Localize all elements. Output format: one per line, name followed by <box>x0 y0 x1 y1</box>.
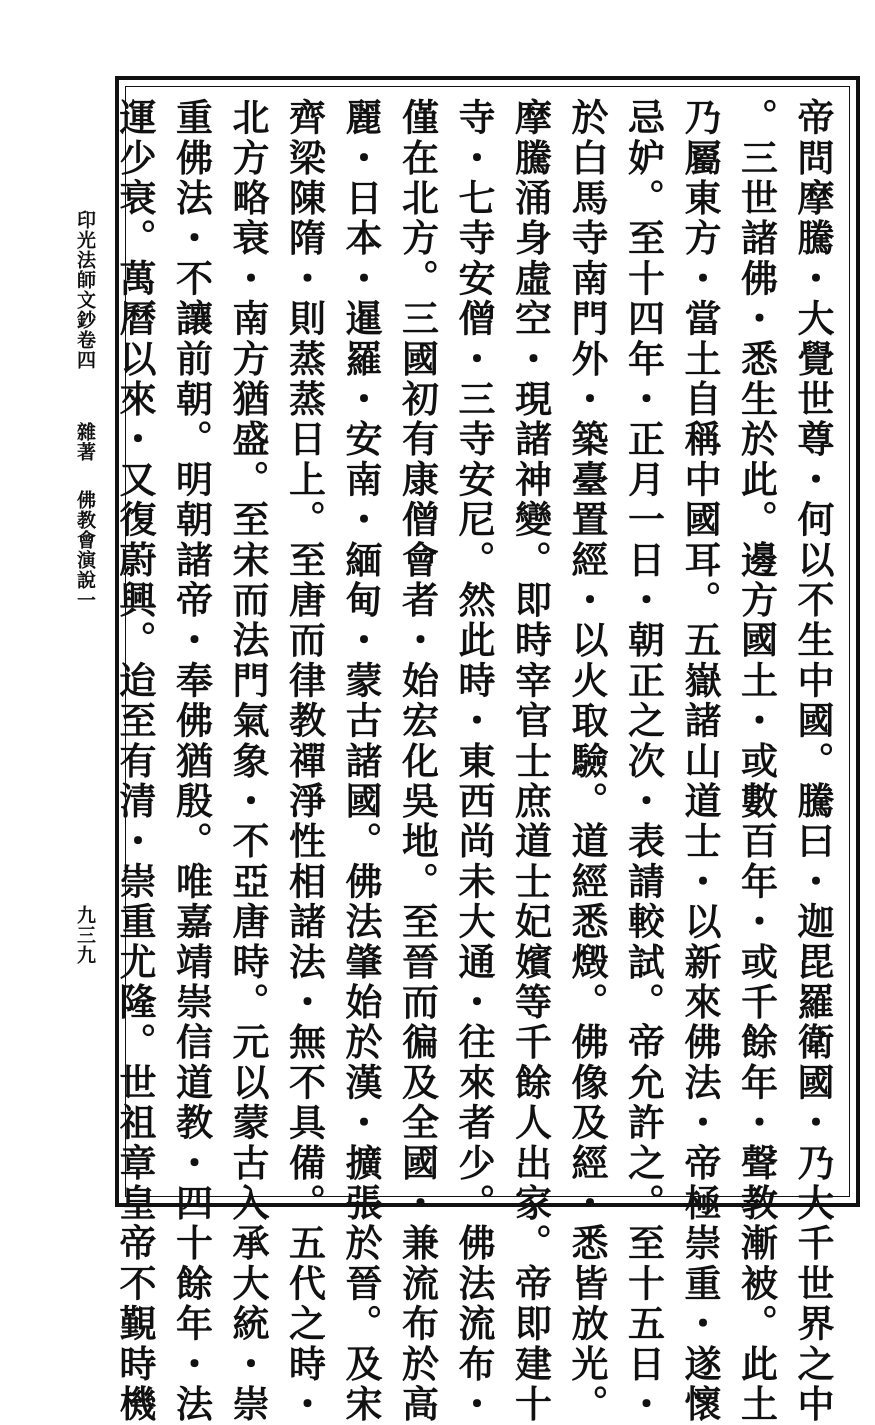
article-title: 佛教會演說一 <box>74 490 96 610</box>
book-title: 印光法師文鈔卷四 <box>74 210 96 370</box>
page-number: 九三九 <box>74 905 96 965</box>
text-column: 於白馬寺南門外・築臺置經・以火取驗。道經悉燬。佛像及經・悉皆放光。 <box>565 98 609 1425</box>
section-label: 雜著 <box>74 422 96 462</box>
text-column: 。三世諸佛・悉生於此。邊方國土・或數百年・或千餘年・聲教漸被。此土 <box>734 98 779 1425</box>
text-column: 帝問摩騰・大覺世尊・何以不生中國。騰曰・迦毘羅衛國・乃大千世界之中 <box>791 98 835 1425</box>
body-text <box>113 98 841 1425</box>
text-column: 重佛法・不讓前朝。明朝諸帝・奉佛猶殷。唯嘉靖崇信道教・四十餘年・法 <box>169 98 214 1425</box>
text-column: 忌妒。至十四年・正月一日・朝正之次・表請較試。帝允許之。至十五日・ <box>621 98 666 1425</box>
text-column: 乃屬東方・當土自稱中國耳。五嶽諸山道士・以新來佛法・帝極崇重・遂懷 <box>678 98 722 1425</box>
text-column: 寺・七寺安僧・三寺安尼。然此時・東西尚未大通・往來者少。佛法流布・ <box>452 98 496 1425</box>
text-column: 齊梁陳隋・則蒸蒸日上。至唐而律教禪淨性相諸法・無不具備。五代之時・ <box>282 98 327 1425</box>
text-column: 北方略衰・南方猶盛。至宋而法門氣象・不亞唐時。元以蒙古入承大統・崇 <box>226 98 270 1425</box>
text-column: 麗・日本・暹羅・安南・緬甸・蒙古諸國。佛法肇始於漢・擴張於晉。及宋 <box>339 98 383 1425</box>
text-column: 運少衰。萬曆以來・又復蔚興。迨至有清・崇重尤隆。世祖章皇帝不覲時機 <box>113 98 157 1425</box>
text-column: 僅在北方。三國初有康僧會者・始宏化吳地。至晉而徧及全國・兼流布於高 <box>395 98 440 1425</box>
text-column: 摩騰涌身虛空・現諸神變。即時宰官士庶道士妃嬪等千餘人出家。帝即建十 <box>508 98 553 1425</box>
